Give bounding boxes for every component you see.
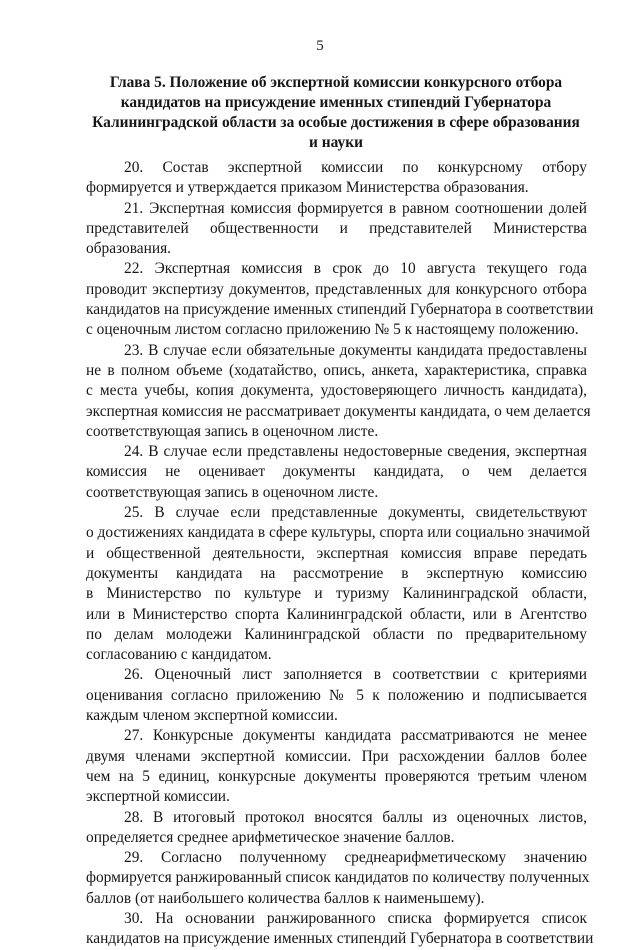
document-body [86, 158, 594, 950]
paragraph-line: не в полном объеме (ходатайство, опись, анкета, характеристика, справка [86, 361, 587, 379]
paragraph-20 [86, 158, 587, 199]
paragraph-line: представителей общественности и представителей Министерства [86, 219, 587, 237]
paragraph-line: 20. Состав экспертной комиссии по конкурсному отбору [124, 159, 587, 176]
heading-line: и науки [309, 134, 363, 151]
paragraph-line: каждым членом экспертной комиссии. [86, 707, 338, 725]
paragraph-line: формируется ранжированный список кандидатов по количеству полученных [86, 869, 590, 887]
paragraph-26 [86, 665, 587, 726]
heading-line: Глава 5. Положение об экспертной комиссии конкурсного отбора [109, 74, 563, 91]
heading-line: Калининградской области за особые достижения в сфере образования [92, 114, 580, 131]
paragraph-21 [86, 199, 587, 260]
paragraph-line: двумя членами экспертной комиссии. При расхождении баллов более [86, 747, 587, 765]
paragraph-line: экспертная комиссия не рассматривает документы кандидата, о чем делается [86, 402, 591, 420]
paragraph-line: 22. Экспертная комиссия в срок до 10 августа текущего года [124, 260, 587, 278]
paragraph-line: 23. В случае если обязательные документы кандидата предоставлены [124, 341, 587, 359]
page-number: 5 [316, 38, 324, 54]
paragraph-28 [86, 808, 587, 849]
paragraph-line: кандидатов на присуждение именных стипендий Губернатора в соответствии [86, 930, 594, 948]
paragraph-line: с оценочным листом согласно приложению № 5 к настоящему положению. [86, 321, 579, 339]
paragraph-line: с места учебы, копия документа, удостоверяющего личность кандидата), [86, 382, 587, 400]
heading-line: кандидатов на присуждение именных стипендий Губернатора [120, 94, 552, 111]
paragraph-line: 26. Оценочный лист заполняется в соответствии с критериями [124, 666, 587, 684]
paragraph-line: о достижениях кандидата в сфере культуры, спорта или социально значимой [86, 524, 590, 542]
paragraph-29 [86, 848, 590, 909]
paragraph-line: соответствующая запись в оценочном листе. [86, 483, 379, 501]
paragraph-line: определяется среднее арифметическое значение баллов. [86, 828, 455, 846]
paragraph-line: в Министерство по культуре и туризму Калининградской области, [86, 585, 587, 603]
paragraph-line: 30. На основании ранжированного списка формируется список [124, 909, 587, 927]
paragraph-line: 21. Экспертная комиссия формируется в равном соотношении долей [124, 199, 587, 217]
paragraph-line: чем на 5 единиц, конкурсные документы проверяются третьим членом [86, 767, 587, 785]
paragraph-line: кандидатов на присуждение именных стипендий Губернатора в соответствии [86, 301, 594, 319]
paragraph-line: баллов (от наибольшего количества баллов к наименьшему). [86, 889, 485, 907]
paragraph-line: документы кандидата на рассмотрение в экспертную комиссию [86, 564, 587, 582]
paragraph-25 [86, 503, 590, 665]
paragraph-line: 29. Согласно полученному среднеарифметическому значению [124, 849, 587, 867]
paragraph-line: 25. В случае если представленные документы, свидетельствуют [124, 504, 587, 522]
paragraph-22 [86, 259, 594, 340]
paragraph-line: комиссия не оценивает документы кандидата, о чем делается [86, 463, 587, 481]
paragraph-line: 24. В случае если представлены недостоверные сведения, экспертная [124, 443, 587, 461]
paragraph-line: оценивания согласно приложению № 5 к положению и подписывается [86, 686, 587, 704]
paragraph-line: или в Министерство спорта Калининградской области, или в Агентство [86, 605, 587, 623]
paragraph-23 [86, 341, 591, 442]
paragraph-line: по делам молодежи Калининградской области по предварительному [86, 625, 587, 643]
chapter-heading [86, 73, 586, 153]
paragraph-line: соответствующая запись в оценочном листе. [86, 422, 379, 440]
paragraph-line: согласованию с кандидатом. [86, 646, 272, 664]
paragraph-line: формируется и утверждается приказом Министерства образования. [86, 179, 529, 197]
paragraph-24 [86, 442, 587, 503]
paragraph-30 [86, 909, 594, 950]
paragraph-line: 28. В итоговый протокол вносятся баллы из оценочных листов, [124, 808, 587, 826]
paragraph-line: образования. [86, 240, 172, 258]
paragraph-line: и общественной деятельности, экспертная комиссия вправе передать [86, 544, 587, 562]
paragraph-line: экспертной комиссии. [86, 788, 230, 806]
paragraph-line: 27. Конкурсные документы кандидата рассматриваются не менее [124, 727, 587, 745]
paragraph-27 [86, 726, 587, 807]
paragraph-line: проводит экспертизу документов, представленных для конкурсного отбора [86, 280, 587, 298]
